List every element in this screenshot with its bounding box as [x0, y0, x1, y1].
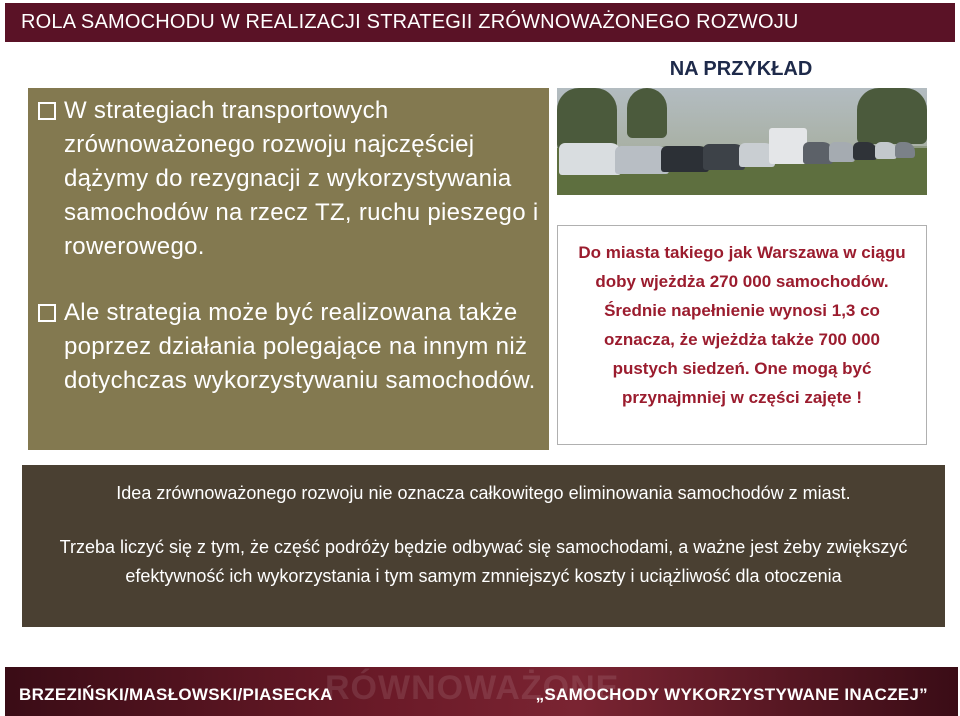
tree-shape — [627, 88, 667, 138]
car-shape — [559, 143, 621, 175]
truck-shape — [769, 128, 807, 164]
checkbox-bullet-icon — [38, 102, 56, 120]
car-shape — [853, 142, 877, 160]
example-text-box — [557, 225, 927, 445]
car-shape — [661, 146, 709, 172]
bullet-text: W strategiach transportowych zrównoważonego rozwoju najczęściej dążymy do rezygnacji z wykorzystywania samochodów na rzecz TZ, ruchu pieszego i rowerowego. — [64, 97, 539, 260]
footer-bar — [5, 667, 958, 716]
footer-authors: BRZEZIŃSKI/MASŁOWSKI/PIASECKA — [19, 685, 333, 704]
summary-paragraph-1: Idea zrównoważonego rozwoju nie oznacza całkowitego eliminowania samochodów z miast. — [116, 483, 851, 503]
bullet-item — [34, 296, 539, 398]
tree-shape — [857, 88, 927, 144]
checkbox-bullet-icon — [38, 304, 56, 322]
tree-shape — [557, 88, 617, 150]
car-shape — [875, 142, 897, 159]
footer-watermark: RÓWNOWAŻONE — [325, 669, 620, 707]
example-text: Do miasta takiego jak Warszawa w ciągu doby wjeżdża 270 000 samochodów. Średnie napełnienie wynosi 1,3 co oznacza, że wjeżdża także 700 000 pustych siedzeń. One mogą być przynajmniej w części zajęte ! — [578, 243, 906, 407]
car-shape — [895, 142, 915, 158]
car-shape — [829, 142, 855, 162]
summary-panel — [22, 465, 945, 627]
strategy-panel — [28, 88, 549, 450]
bullet-item — [34, 94, 539, 264]
example-heading: NA PRZYKŁAD — [669, 58, 813, 80]
bullet-text: Ale strategia może być realizowana także poprzez działania polegające na innym niż dotychczas wykorzystywaniu samochodów. — [64, 299, 536, 394]
summary-paragraph-2: Trzeba liczyć się z tym, że część podróży będzie odbywać się samochodami, a ważne jest żeby zwiększyć efektywność ich wykorzystania i tym samym zmniejszyć koszty i uciążliwość dla otoczenia — [59, 537, 908, 586]
page-title: ROLA SAMOCHODU W REALIZACJI STRATEGII ZRÓWNOWAŻONEGO ROZWOJU — [5, 3, 955, 42]
footer-topic: „SAMOCHODY WYKORZYSTYWANE INACZEJ” — [535, 685, 928, 704]
traffic-photo — [557, 88, 927, 195]
